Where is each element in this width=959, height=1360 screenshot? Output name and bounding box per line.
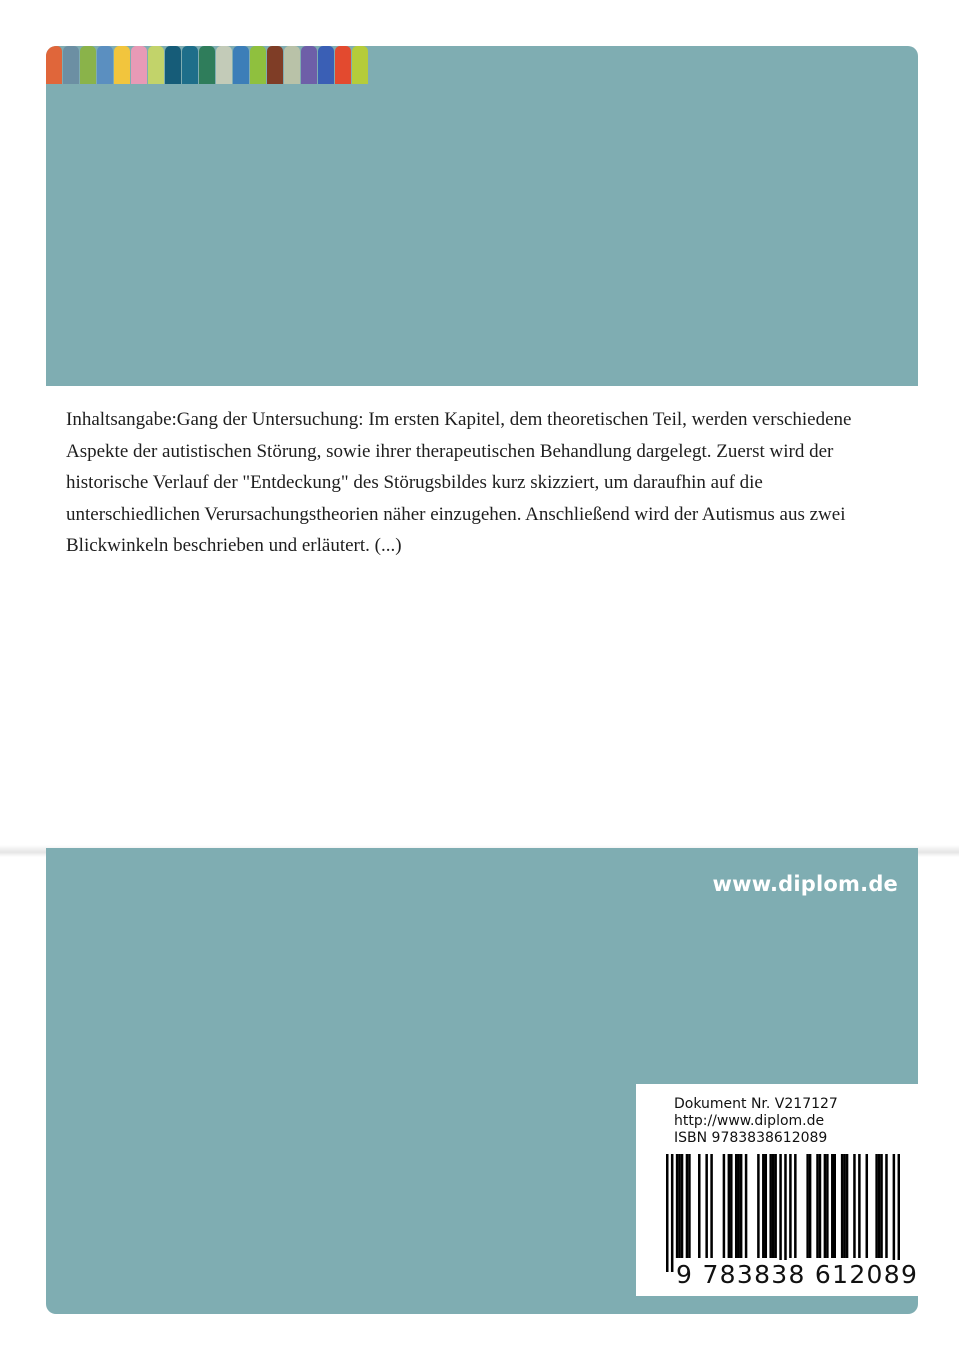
barcode-bar xyxy=(789,1154,792,1258)
barcode-bar xyxy=(824,1154,827,1258)
color-stripe xyxy=(199,46,215,84)
barcode-bar xyxy=(671,1154,674,1272)
barcode-bar xyxy=(779,1154,782,1272)
cover-top-panel xyxy=(46,46,918,386)
barcode-bar xyxy=(710,1154,713,1258)
barcode-bar xyxy=(676,1154,679,1258)
isbn-text: ISBN 9783838612089 xyxy=(674,1130,828,1146)
barcode-bar xyxy=(833,1154,836,1258)
barcode-bar xyxy=(831,1154,834,1258)
barcode-bar xyxy=(686,1154,689,1258)
color-stripe xyxy=(165,46,181,84)
color-stripe xyxy=(267,46,283,84)
barcode-bar xyxy=(819,1154,822,1258)
barcode-bar xyxy=(826,1154,829,1258)
barcode-bar xyxy=(885,1154,888,1258)
barcode-bar xyxy=(866,1154,869,1258)
color-stripe xyxy=(318,46,334,84)
barcode-bar xyxy=(784,1154,787,1272)
barcode-bar xyxy=(740,1154,743,1258)
color-stripe xyxy=(250,46,266,84)
document-website[interactable]: http://www.diplom.de xyxy=(674,1113,825,1129)
barcode-bar xyxy=(809,1154,812,1258)
barcode-bar xyxy=(737,1154,740,1258)
color-stripe xyxy=(114,46,130,84)
barcode-bar xyxy=(772,1154,775,1258)
barcode-bar xyxy=(769,1154,772,1258)
barcode-bar xyxy=(878,1154,881,1258)
barcode-bar xyxy=(843,1154,846,1258)
barcode-bar xyxy=(898,1154,900,1272)
color-stripe xyxy=(284,46,300,84)
barcode-bar xyxy=(735,1154,738,1258)
barcode-bar xyxy=(728,1154,731,1258)
publisher-url[interactable]: www.diplom.de xyxy=(712,872,898,896)
barcode-bar xyxy=(705,1154,708,1258)
color-stripe xyxy=(148,46,164,84)
barcode-bar xyxy=(794,1154,797,1258)
barcode-bar xyxy=(806,1154,809,1258)
color-stripe xyxy=(97,46,113,84)
barcode-bar xyxy=(723,1154,726,1258)
barcode-bar xyxy=(880,1154,883,1258)
color-stripe xyxy=(182,46,198,84)
barcode-bar xyxy=(745,1154,748,1258)
barcode-bar xyxy=(757,1154,760,1258)
barcode-bar xyxy=(774,1154,777,1258)
color-stripe xyxy=(352,46,368,84)
barcode-bar xyxy=(678,1154,681,1258)
barcode-bar xyxy=(681,1154,684,1258)
color-stripe xyxy=(335,46,351,84)
barcode-bar xyxy=(698,1154,701,1258)
document-info xyxy=(674,1096,838,1147)
barcode-bar xyxy=(730,1154,733,1258)
color-stripe xyxy=(63,46,79,84)
barcode-bar xyxy=(893,1154,896,1272)
barcode-bar xyxy=(666,1154,669,1272)
book-description: Inhaltsangabe:Gang der Untersuchung: Im ersten Kapitel, dem theoretischen Teil, werden verschiedene Aspekte der autistischen Störung, sowie ihrer therapeutischen Behandlung dargelegt. Zuerst wird der historische Verlauf der "Entdeckung" des Störugsbildes kurz skizziert, um daraufhin auf die unterschiedlichen Verursachungstheorien näher einzugehen. Anschließend wird der Autismus aus zwei Blickwinkeln beschrieben und erläutert. (...) xyxy=(66,409,852,556)
color-stripe xyxy=(233,46,249,84)
barcode-bar xyxy=(765,1154,768,1258)
color-stripe xyxy=(301,46,317,84)
barcode-label xyxy=(636,1084,918,1296)
color-stripe xyxy=(46,46,62,84)
barcode-bar xyxy=(688,1154,691,1258)
color-stripe xyxy=(80,46,96,84)
barcode-bar xyxy=(841,1154,844,1258)
barcode-bar xyxy=(846,1154,849,1258)
color-stripe xyxy=(131,46,147,84)
barcode-bar xyxy=(853,1154,856,1258)
barcode-bar xyxy=(816,1154,819,1258)
barcode-bar xyxy=(875,1154,878,1258)
color-stripes xyxy=(46,46,369,84)
barcode-digits: 9 783838 612089 xyxy=(676,1260,919,1289)
barcode xyxy=(666,1154,900,1272)
document-number: Dokument Nr. V217127 xyxy=(674,1096,838,1112)
barcode-bar xyxy=(858,1154,861,1258)
barcode-bar xyxy=(762,1154,765,1258)
color-stripe xyxy=(216,46,232,84)
